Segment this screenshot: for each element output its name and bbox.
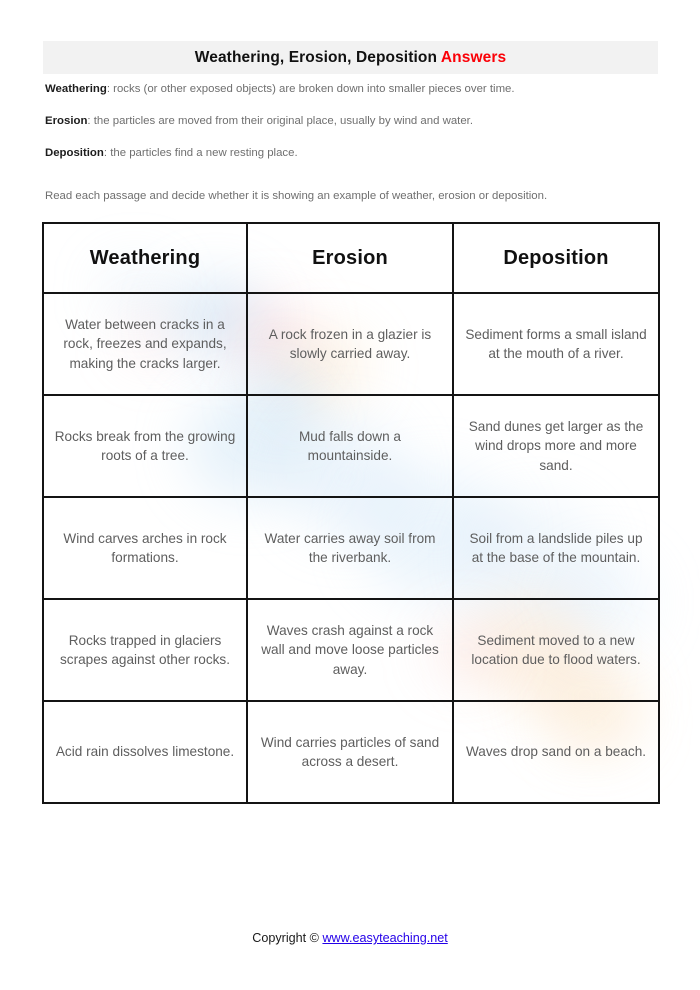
answer-cell: Sediment moved to a new location due to flood waters. [453, 599, 659, 701]
answer-cell: Water between cracks in a rock, freezes and expands, making the cracks larger. [43, 293, 247, 395]
page-title-band [43, 41, 658, 74]
answer-cell: Waves crash against a rock wall and move loose particles away. [247, 599, 453, 701]
definition-text: the particles are moved from their original place, usually by wind and water. [93, 114, 473, 127]
answer-cell: Soil from a landslide piles up at the base of the mountain. [453, 497, 659, 599]
footer [0, 931, 700, 945]
table-header-row [43, 223, 659, 293]
column-header-deposition: Deposition [453, 223, 659, 293]
table-row [43, 701, 659, 803]
table-row [43, 293, 659, 395]
answer-cell: Water carries away soil from the riverbank. [247, 497, 453, 599]
table-row [43, 395, 659, 497]
definition-erosion [45, 114, 660, 128]
table-row [43, 497, 659, 599]
page-title-answers: Answers [440, 48, 507, 66]
page-title [195, 49, 506, 67]
column-header-erosion: Erosion [247, 223, 453, 293]
answer-cell: Waves drop sand on a beach. [453, 701, 659, 803]
instruction-text: Read each passage and decide whether it is showing an example of weather, erosion or deposition. [45, 190, 548, 202]
table-row [43, 599, 659, 701]
definition-separator: : [87, 114, 94, 127]
definition-term: Erosion [45, 114, 88, 127]
definition-text: rocks (or other exposed objects) are broken down into smaller pieces over time. [113, 83, 515, 95]
definition-deposition [45, 146, 660, 160]
definition-weathering [45, 82, 660, 96]
answer-cell: Sediment forms a small island at the mouth of a river. [453, 293, 659, 395]
column-header-weathering: Weathering [43, 223, 247, 293]
definition-term: Weathering [45, 83, 107, 95]
answer-cell: Rocks trapped in glaciers scrapes against other rocks. [43, 599, 247, 701]
answer-cell: Wind carries particles of sand across a desert. [247, 701, 453, 803]
page-title-main: Weathering, Erosion, Deposition [194, 48, 438, 66]
definition-term: Deposition [45, 146, 104, 159]
definition-separator: : [106, 83, 114, 95]
classification-table [42, 222, 660, 804]
definition-text: the particles find a new resting place. [110, 146, 298, 159]
answer-cell: Acid rain dissolves limestone. [43, 701, 247, 803]
answer-cell: A rock frozen in a glazier is slowly carried away. [247, 293, 453, 395]
copyright-text: Copyright © [252, 931, 323, 945]
easyteaching-link[interactable]: www.easyteaching.net [322, 931, 448, 945]
definition-separator: : [103, 146, 111, 159]
answer-cell: Mud falls down a mountainside. [247, 395, 453, 497]
definitions-list [45, 82, 660, 177]
answer-cell: Sand dunes get larger as the wind drops more and more sand. [453, 395, 659, 497]
answer-cell: Wind carves arches in rock formations. [43, 497, 247, 599]
answer-cell: Rocks break from the growing roots of a tree. [43, 395, 247, 497]
